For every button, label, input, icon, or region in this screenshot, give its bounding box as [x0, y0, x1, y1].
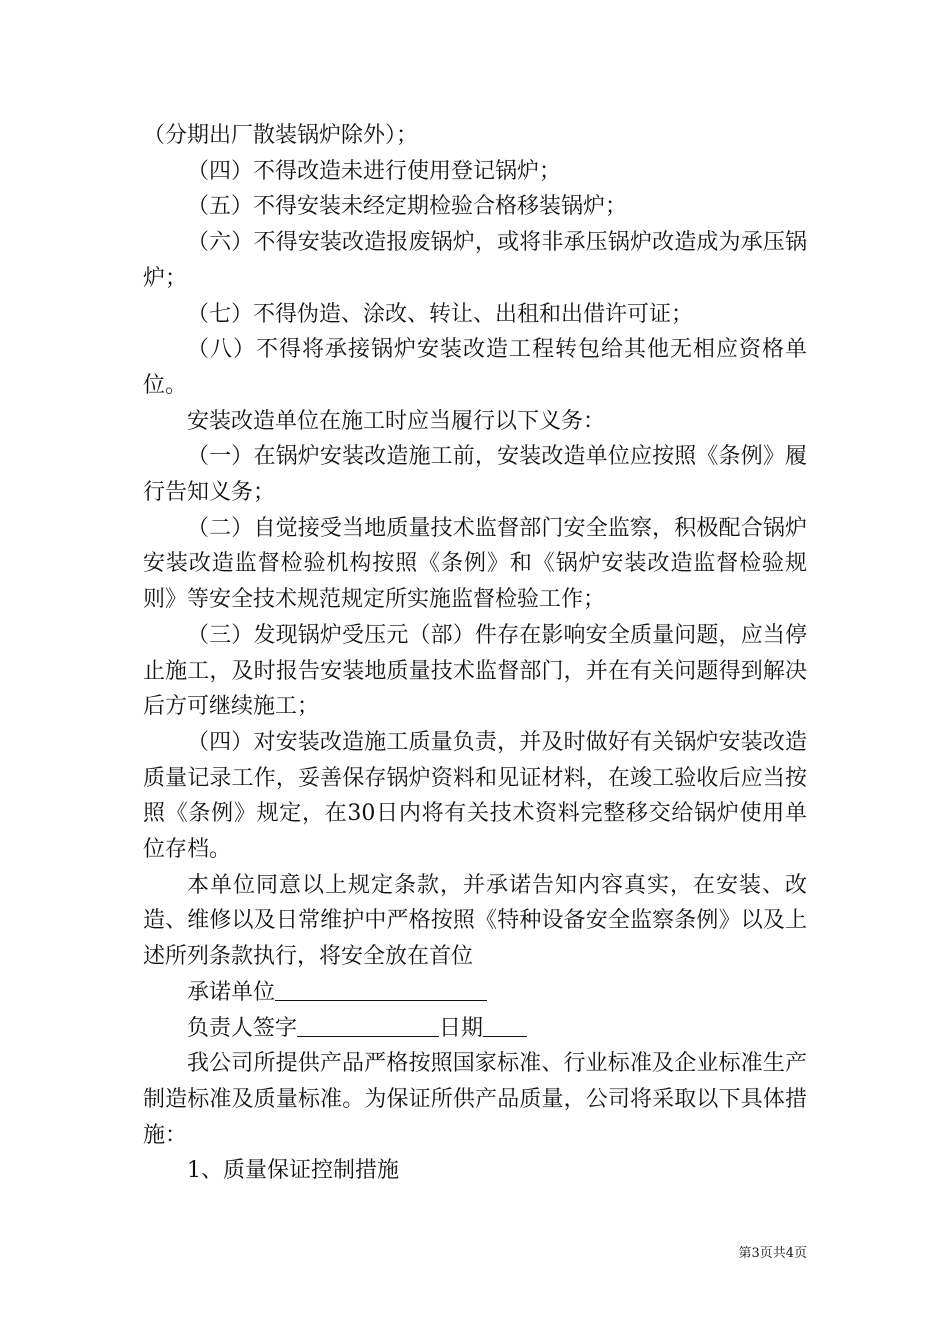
paragraph-continuation: （分期出厂散装锅炉除外）；	[143, 123, 419, 148]
signature-person-blank	[297, 1014, 439, 1037]
signature-date-label: 日期	[439, 1015, 484, 1041]
signature-unit-label: 承诺单位	[187, 979, 276, 1005]
signature-unit-blank	[275, 978, 487, 1001]
paragraph-obligation-2: （二）自觉接受当地质量技术监督部门安全监察，积极配合锅炉安装改造监督检验机构按照《条例》和《锅炉安装改造监督检验规则》等安全技术规范规定所实施监督检验工作；	[143, 515, 807, 613]
paragraph-item-8: （八）不得将承接锅炉安装改造工程转包给其他无相应资格单位。	[143, 337, 807, 398]
signature-person-label: 负责人签字	[187, 1015, 298, 1041]
page-number: 第3页共4页	[738, 1246, 807, 1261]
document-body	[143, 118, 807, 1189]
paragraph-obligation-1: （一）在锅炉安装改造施工前，安装改造单位应按照《条例》履行告知义务；	[143, 444, 807, 506]
paragraph-quality-statement: 我公司所提供产品严格按照国家标准、行业标准及企业标准生产制造标准及质量标准。为保证所供产品质量，公司将采取以下具体措施：	[143, 1051, 807, 1148]
paragraph-item-6: （六）不得安装改造报废锅炉，或将非承压锅炉改造成为承压锅炉；	[143, 230, 807, 291]
signature-date-blank	[483, 1014, 527, 1037]
paragraph-item-5: （五）不得安装未经定期检验合格移装锅炉；	[187, 194, 628, 220]
signature-unit-line	[143, 975, 807, 1011]
paragraph-quality-heading: 1、质量保证控制措施	[187, 1158, 399, 1184]
paragraph-obligations-intro: 安装改造单位在施工时应当履行以下义务：	[187, 408, 606, 434]
paragraph-commitment: 本单位同意以上规定条款，并承诺告知内容真实，在安装、改造、维修以及日常维护中严格按照《特种设备安全监察条例》以及上述所列条款执行，将安全放在首位	[143, 872, 807, 970]
paragraph-obligation-4: （四）对安装改造施工质量负责，并及时做好有关锅炉安装改造质量记录工作，妥善保存锅炉资料和见证材料，在竣工验收后应当按照《条例》规定，在30日内将有关技术资料完整移交给锅炉使用单位存档。	[143, 729, 807, 863]
signature-person-line	[143, 1011, 807, 1047]
paragraph-item-7: （七）不得伪造、涂改、转让、出租和出借许可证；	[187, 301, 694, 327]
paragraph-obligation-3: （三）发现锅炉受压元（部）件存在影响安全质量问题，应当停止施工，及时报告安装地质量技术监督部门，并在有关问题得到解决后方可继续施工；	[143, 622, 807, 720]
paragraph-item-4: （四）不得改造未进行使用登记锅炉；	[187, 158, 562, 184]
